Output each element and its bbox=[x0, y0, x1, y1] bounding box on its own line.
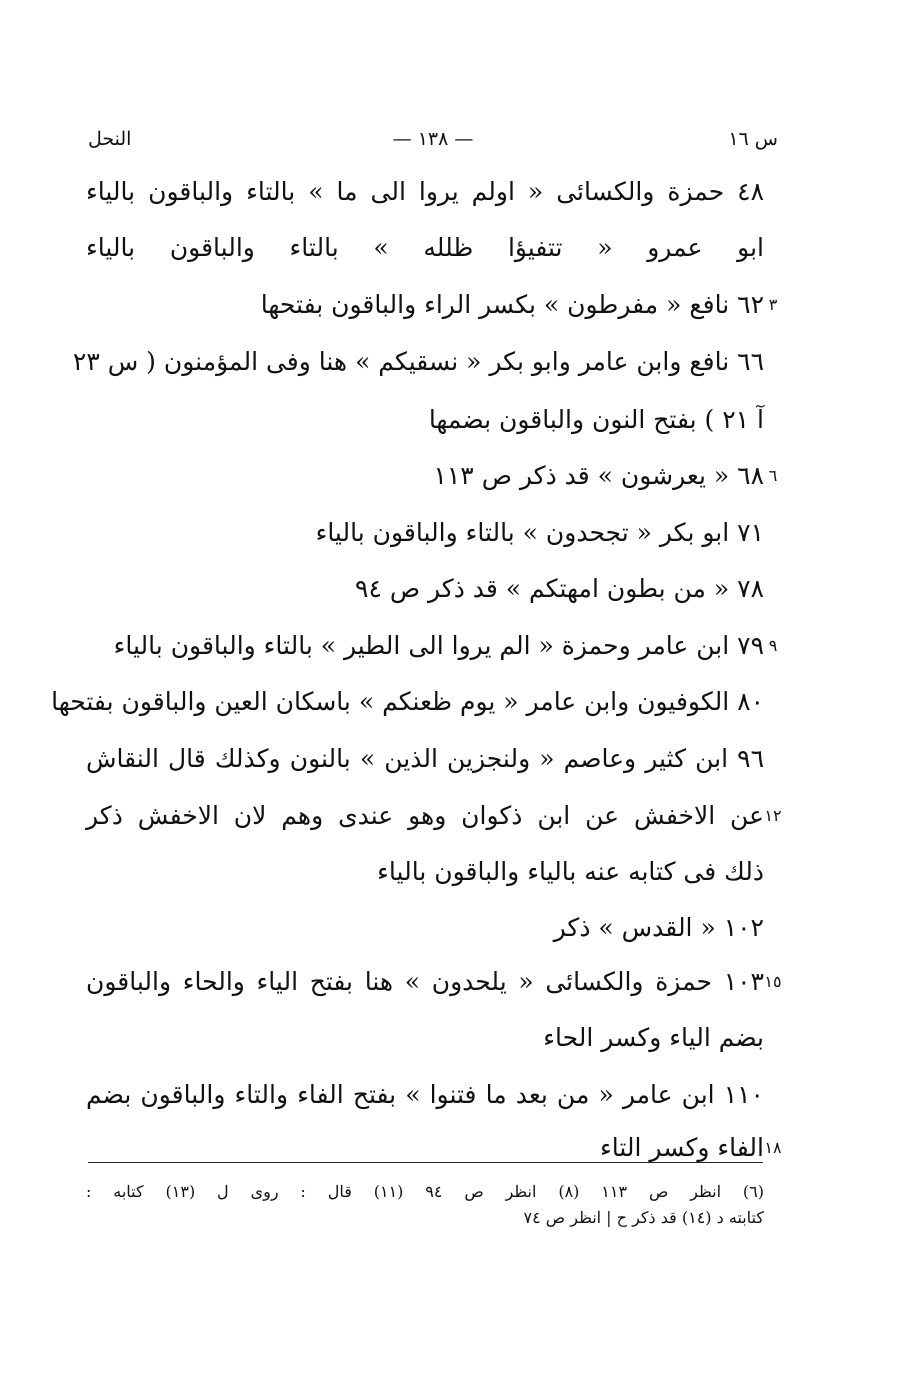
margin-line-number: ١٢ bbox=[764, 806, 782, 825]
text-line: ٦٢ نافع « مفرطون » بكسر الراء والباقون بفتحها bbox=[260, 290, 764, 319]
footnote-line: (٦) انظر ص ١١٣ (٨) انظر ص ٩٤ (١١) قال : روى ل (١٣) كتابه : bbox=[86, 1182, 765, 1201]
text-line: آ ٢١ ) بفتح النون والباقون بضمها bbox=[428, 405, 764, 434]
text-line: ١٠٢ « القدس » ذكر bbox=[553, 913, 764, 942]
text-line: الفاء وكسر التاء bbox=[599, 1133, 764, 1162]
text-line: عن الاخفش عن ابن ذكوان وهو عندى وهم لان الاخفش ذكر bbox=[86, 801, 764, 830]
text-line: ٦٨ « يعرشون » قد ذكر ص ١١٣ bbox=[433, 461, 764, 490]
margin-line-number: ١٥ bbox=[764, 972, 782, 991]
footnote-divider bbox=[88, 1162, 763, 1163]
margin-line-number: ١٨ bbox=[764, 1138, 782, 1157]
text-line: ١٠٣ حمزة والكسائى « يلحدون » هنا بفتح الياء والحاء والباقون bbox=[86, 967, 764, 996]
text-line: ٩٦ ابن كثير وعاصم « ولنجزين الذين » بالنون وكذلك قال النقاش bbox=[86, 744, 764, 773]
footnote-line: كتابته د (١٤) قد ذكر ح | انظر ص ٧٤ bbox=[523, 1208, 764, 1227]
page-header bbox=[88, 128, 778, 160]
surah-name: النحل bbox=[88, 128, 132, 150]
margin-line-number: ٣ bbox=[768, 295, 778, 314]
surah-number: س ١٦ bbox=[728, 128, 778, 150]
text-line: ٧٨ « من بطون امهتكم » قد ذكر ص ٩٤ bbox=[355, 574, 764, 603]
text-line: ٤٨ حمزة والكسائى « اولم يروا الى ما » بالتاء والباقون بالياء bbox=[86, 177, 764, 206]
text-line: ابو عمرو « تتفيؤا ظلله » بالتاء والباقون بالياء bbox=[86, 233, 764, 262]
text-line: ٨٠ الكوفيون وابن عامر « يوم ظعنكم » باسكان العين والباقون بفتحها bbox=[51, 687, 764, 716]
text-line: ١١٠ ابن عامر « من بعد ما فتنوا » بفتح الفاء والتاء والباقون بضم bbox=[86, 1080, 764, 1109]
margin-line-number: ٦ bbox=[768, 466, 778, 485]
text-line: ذلك فى كتابه عنه بالياء والباقون بالياء bbox=[377, 857, 764, 886]
text-line: بضم الياء وكسر الحاء bbox=[543, 1023, 764, 1052]
text-line: ٧١ ابو بكر « تجحدون » بالتاء والباقون بالياء bbox=[315, 518, 764, 547]
text-line: ٦٦ نافع وابن عامر وابو بكر « نسقيكم » هنا وفى المؤمنون ( س ٢٣ bbox=[72, 347, 764, 376]
page-number: — ١٣٨ — bbox=[392, 128, 474, 150]
margin-line-number: ٩ bbox=[768, 636, 778, 655]
text-line: ٧٩ ابن عامر وحمزة « الم يروا الى الطير » بالتاء والباقون بالياء bbox=[113, 631, 764, 660]
